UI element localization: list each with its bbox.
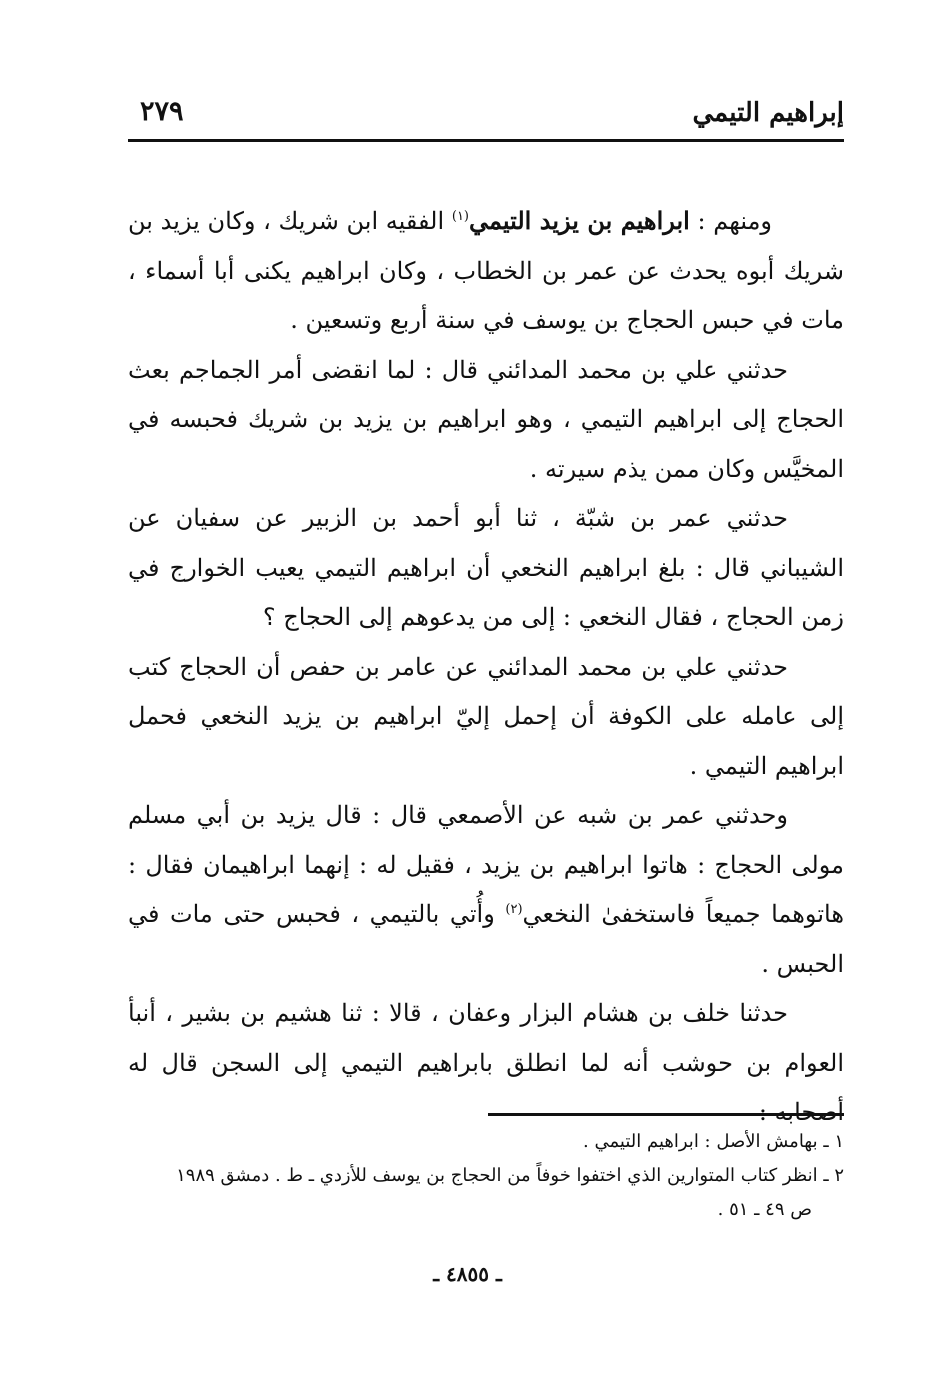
paragraph-3: حدثني عمر بن شبّة ، ثنا أبو أحمد بن الزبير عن سفيان عن الشيباني قال : بلغ ابراهيم النخعي أن ابراهيم التيمي يعيب الخوارج في زمن الحجاج ، فقال النخعي : إلى من يدعوهم إلى الحجاج ؟ — [128, 504, 844, 631]
paragraph-1-lead: ومنهم : — [697, 207, 773, 235]
paragraph-1-text: الفقيه ابن شريك ، وكان يزيد بن شريك أبوه يحدث عن عمر بن الخطاب ، وكان ابراهيم يكنى أبا أسماء ، مات في حبس الحجاج بن يوسف في سنة أربع وتسعين . — [128, 207, 844, 334]
paragraph-6: حدثنا خلف بن هشام البزار وعفان ، قالا : ثنا هشيم بن بشير ، أنبأ العوام بن حوشب أنه لما انطلق بابراهيم التيمي إلى السجن قال له أصحابه : — [128, 999, 844, 1126]
footnote-2-line-2: ص ٤٩ ـ ٥١ . — [717, 1199, 812, 1220]
footnote-2 — [128, 1159, 844, 1227]
footnote-ref-2: (٢) — [505, 902, 523, 917]
footnote-ref-1: (١) — [451, 209, 469, 224]
page-number: ٢٧٩ — [140, 96, 184, 127]
folio-number: ـ ٤٨٥٥ ـ — [433, 1262, 502, 1286]
footnote-rule — [488, 1113, 844, 1116]
page-header — [128, 94, 844, 138]
header-rule — [128, 139, 844, 142]
footnotes — [128, 1125, 844, 1227]
paragraph-1 — [128, 196, 844, 346]
paragraph-4: حدثني علي بن محمد المدائني عن عامر بن حفص أن الحجاج كتب إلى عامله على الكوفة أن إحمل إليّ ابراهيم بن يزيد النخعي فحمل ابراهيم التيمي . — [128, 652, 844, 780]
body-text — [128, 196, 844, 1138]
paragraph-5-text-b: وأُتي بالتيمي ، فحبس حتى مات في الحبس . — [128, 900, 844, 978]
footnote-1: ١ ـ بهامش الأصل : ابراهيم التيمي . — [583, 1131, 844, 1152]
subject-name: ابراهيم بن يزيد التيمي — [469, 206, 690, 235]
paragraph-5-text-a: وحدثني عمر بن شبه عن الأصمعي قال : قال يزيد بن أبي مسلم مولى الحجاج : هاتوا ابراهيم بن يزيد ، فقيل له : إنهما ابراهيمان فقال : هاتوهما جميعاً فاستخفىٰ النخعي — [128, 801, 844, 928]
footnote-2-line-1: ٢ ـ انظر كتاب المتوارين الذي اختفوا خوفاً من الحجاج بن يوسف للأزدي ـ ط . دمشق ١٩٨٩ — [176, 1165, 844, 1186]
paragraph-5 — [128, 791, 844, 989]
running-title: إبراهيم التيمي — [692, 98, 844, 128]
paragraph-2: حدثني علي بن محمد المدائني قال : لما انقضى أمر الجماجم بعث الحجاج إلى ابراهيم التيمي ، وهو ابراهيم بن يزيد بن شريك فحبسه في المخيَّس وكان ممن يذم سيرته . — [128, 355, 844, 483]
